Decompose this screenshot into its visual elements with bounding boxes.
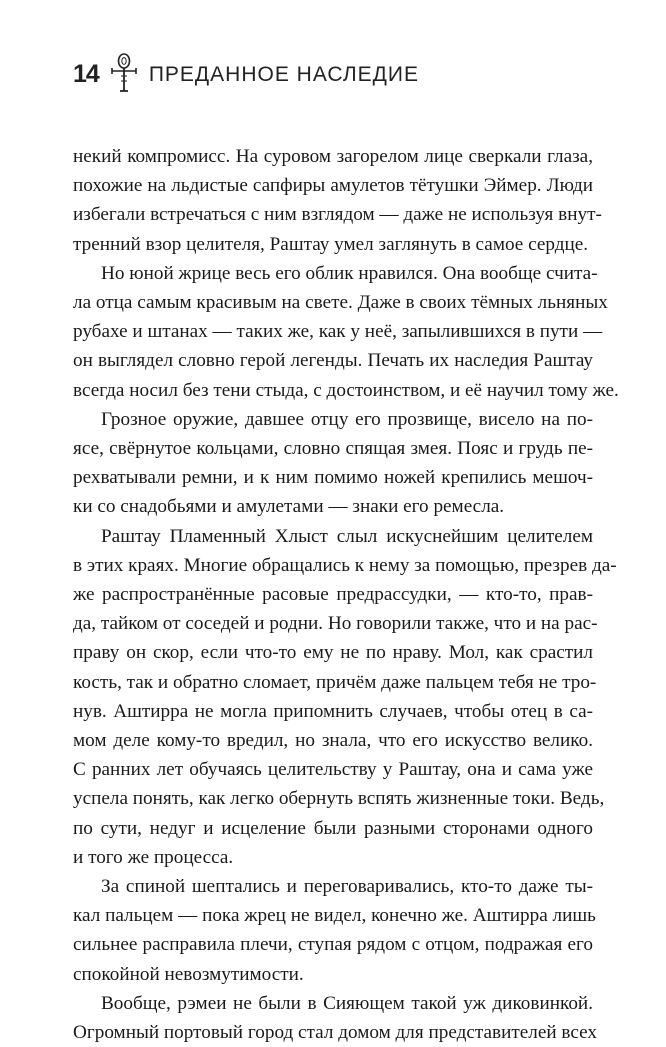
text-line: праву он скор, если что-то ему не по нраву. Мол, как срастил — [73, 642, 593, 664]
text-line: да, тайком от соседей и родни. Но говорили также, что и на рас- — [73, 613, 598, 635]
ankh-icon — [111, 52, 137, 97]
text-line: Огромный портовый город стал домом для представителей всех — [73, 1022, 597, 1044]
text-line: рехватывали ремни, и к ним помимо ножей крепились мешоч- — [73, 467, 593, 489]
text-line: же распространённые расовые предрассудки, — кто-то, прав- — [73, 584, 593, 606]
text-line: и того же процесса. — [73, 846, 234, 868]
text-line: спокойной невозмутимости. — [73, 963, 304, 985]
text-line: тренний взор целителя, Раштау умел заглянуть в самое сердце. — [73, 233, 589, 255]
body-text — [73, 142, 619, 1047]
text-line: нув. Аштирра не могла припомнить случаев, чтобы отец в са- — [73, 700, 593, 722]
text-line: ки со снадобьями и амулетами — знаки его ремесла. — [73, 496, 505, 518]
text-line: Но юной жрице весь его облик нравился. Она вообще счита- — [101, 262, 598, 284]
page-number: 14 — [73, 60, 99, 88]
text-line: Вообще, рэмеи не были в Сияющем такой уж диковинкой. — [101, 992, 593, 1014]
text-line: мом деле кому-то вредил, но знала, что его искусство велико. — [73, 730, 593, 752]
text-line: С ранних лет обучаясь целительству у Раштау, она и сама уже — [73, 759, 593, 781]
text-line: по сути, недуг и исцеление были разными сторонами одного — [73, 817, 593, 839]
running-title: ПРЕДАННОЕ НАСЛЕДИЕ — [148, 62, 419, 86]
text-line: некий компромисс. На суровом загорелом лице сверкали глаза, — [73, 146, 593, 167]
text-line: он выглядел словно герой легенды. Печать их наследия Раштау — [73, 350, 593, 372]
text-line: Раштау Пламенный Хлыст слыл искуснейшим целителем — [101, 525, 593, 547]
text-line: За спиной шептались и переговаривались, кто-то даже ты- — [101, 876, 593, 898]
page-header — [73, 52, 606, 97]
text-line: в этих краях. Многие обращались к нему за помощью, презрев да- — [73, 554, 617, 576]
text-line: кость, так и обратно сломает, причём даже пальцем тебя не тро- — [73, 671, 597, 693]
text-line: рубахе и штанах — таких же, как у неё, запылившихся в пути — — [73, 321, 603, 343]
text-line: успела понять, как легко обернуть вспять жизненные токи. Ведь, — [73, 788, 605, 810]
text-line: похожие на льдистые сапфиры амулетов тётушки Эймер. Люди — [73, 175, 593, 197]
text-line: избегали встречаться с ним взглядом — даже не используя внут- — [73, 204, 602, 226]
text-line: ла отца самым красивым на свете. Даже в своих тёмных льняных — [73, 292, 608, 314]
text-line: сильнее расправила плечи, ступая рядом с отцом, подражая его — [73, 934, 593, 956]
text-line: ясе, свёрнутое кольцами, словно спящая змея. Пояс и грудь пе- — [73, 438, 593, 460]
text-line: кал пальцем — пока жрец не видел, конечно же. Аштирра лишь — [73, 905, 596, 927]
text-line: Грозное оружие, давшее отцу его прозвище, висело на по- — [101, 408, 593, 430]
text-line: всегда носил без тени стыда, с достоинством, и её научил тому же. — [73, 379, 619, 401]
